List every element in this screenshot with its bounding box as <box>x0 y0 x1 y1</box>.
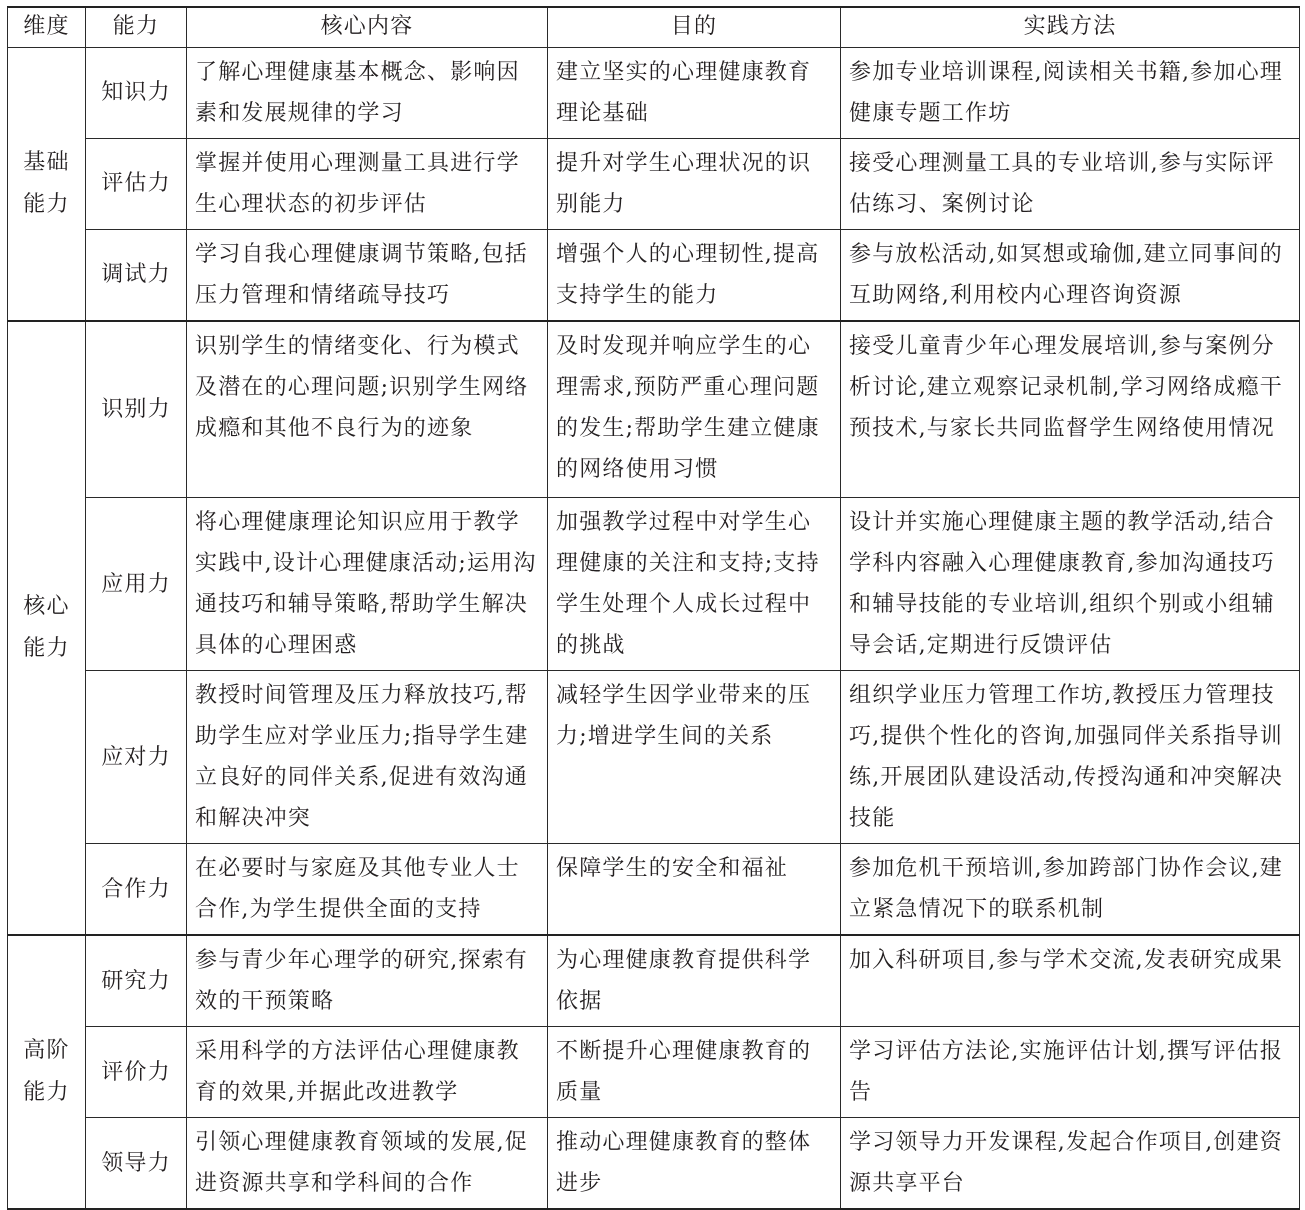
purpose-cell: 不断提升心理健康教育的质量 <box>548 1027 841 1118</box>
header-dimension: 维度 <box>8 7 86 47</box>
dimension-cell: 高阶能力 <box>8 935 86 1209</box>
method-cell: 组织学业压力管理工作坊,教授压力管理技巧,提供个性化的咨询,加强同伴关系指导训练,开展团队建设活动,传授沟通和冲突解决技能 <box>841 671 1300 844</box>
purpose-cell: 减轻学生因学业带来的压力;增进学生间的关系 <box>548 671 841 844</box>
ability-cell: 知识力 <box>86 47 187 138</box>
ability-cell: 调试力 <box>86 229 187 321</box>
purpose-cell: 建立坚实的心理健康教育理论基础 <box>548 47 841 138</box>
table-row <box>8 47 1300 138</box>
competency-table-container <box>7 6 1299 1196</box>
table-row <box>8 321 1300 498</box>
ability-cell: 研究力 <box>86 935 187 1027</box>
table-row <box>8 935 1300 1027</box>
content-cell: 将心理健康理论知识应用于教学实践中,设计心理健康活动;运用沟通技巧和辅导策略,帮助学生解决具体的心理困惑 <box>187 498 548 671</box>
ability-cell: 领导力 <box>86 1118 187 1210</box>
dimension-cell: 基础能力 <box>8 47 86 321</box>
purpose-cell: 保障学生的安全和福祉 <box>548 844 841 936</box>
content-cell: 识别学生的情绪变化、行为模式及潜在的心理问题;识别学生网络成瘾和其他不良行为的迹象 <box>187 321 548 498</box>
purpose-cell: 及时发现并响应学生的心理需求,预防严重心理问题的发生;帮助学生建立健康的网络使用习惯 <box>548 321 841 498</box>
content-cell: 教授时间管理及压力释放技巧,帮助学生应对学业压力;指导学生建立良好的同伴关系,促进有效沟通和解决冲突 <box>187 671 548 844</box>
ability-cell: 识别力 <box>86 321 187 498</box>
header-purpose: 目的 <box>548 7 841 47</box>
method-cell: 接受儿童青少年心理发展培训,参与案例分析讨论,建立观察记录机制,学习网络成瘾干预技术,与家长共同监督学生网络使用情况 <box>841 321 1300 498</box>
header-core-content: 核心内容 <box>187 7 548 47</box>
content-cell: 采用科学的方法评估心理健康教育的效果,并据此改进教学 <box>187 1027 548 1118</box>
purpose-cell: 提升对学生心理状况的识别能力 <box>548 138 841 229</box>
table-row <box>8 1118 1300 1210</box>
method-cell: 接受心理测量工具的专业培训,参与实际评估练习、案例讨论 <box>841 138 1300 229</box>
table-row <box>8 671 1300 844</box>
content-cell: 学习自我心理健康调节策略,包括压力管理和情绪疏导技巧 <box>187 229 548 321</box>
method-cell: 学习领导力开发课程,发起合作项目,创建资源共享平台 <box>841 1118 1300 1210</box>
ability-cell: 评价力 <box>86 1027 187 1118</box>
content-cell: 在必要时与家庭及其他专业人士合作,为学生提供全面的支持 <box>187 844 548 936</box>
method-cell: 参加专业培训课程,阅读相关书籍,参加心理健康专题工作坊 <box>841 47 1300 138</box>
content-cell: 参与青少年心理学的研究,探索有效的干预策略 <box>187 935 548 1027</box>
table-row <box>8 1027 1300 1118</box>
competency-table <box>7 6 1300 1210</box>
ability-cell: 应对力 <box>86 671 187 844</box>
header-practice-method: 实践方法 <box>841 7 1300 47</box>
table-row <box>8 844 1300 936</box>
method-cell: 设计并实施心理健康主题的教学活动,结合学科内容融入心理健康教育,参加沟通技巧和辅导技能的专业培训,组织个别或小组辅导会话,定期进行反馈评估 <box>841 498 1300 671</box>
content-cell: 掌握并使用心理测量工具进行学生心理状态的初步评估 <box>187 138 548 229</box>
content-cell: 引领心理健康教育领域的发展,促进资源共享和学科间的合作 <box>187 1118 548 1210</box>
ability-cell: 评估力 <box>86 138 187 229</box>
ability-cell: 应用力 <box>86 498 187 671</box>
purpose-cell: 推动心理健康教育的整体进步 <box>548 1118 841 1210</box>
method-cell: 参与放松活动,如冥想或瑜伽,建立同事间的互助网络,利用校内心理咨询资源 <box>841 229 1300 321</box>
purpose-cell: 增强个人的心理韧性,提高支持学生的能力 <box>548 229 841 321</box>
ability-cell: 合作力 <box>86 844 187 936</box>
method-cell: 加入科研项目,参与学术交流,发表研究成果 <box>841 935 1300 1027</box>
content-cell: 了解心理健康基本概念、影响因素和发展规律的学习 <box>187 47 548 138</box>
table-header-row <box>8 7 1300 47</box>
dimension-cell: 核心能力 <box>8 321 86 936</box>
header-ability: 能力 <box>86 7 187 47</box>
method-cell: 学习评估方法论,实施评估计划,撰写评估报告 <box>841 1027 1300 1118</box>
purpose-cell: 加强教学过程中对学生心理健康的关注和支持;支持学生处理个人成长过程中的挑战 <box>548 498 841 671</box>
table-row <box>8 498 1300 671</box>
table-row <box>8 138 1300 229</box>
method-cell: 参加危机干预培训,参加跨部门协作会议,建立紧急情况下的联系机制 <box>841 844 1300 936</box>
table-row <box>8 229 1300 321</box>
purpose-cell: 为心理健康教育提供科学依据 <box>548 935 841 1027</box>
